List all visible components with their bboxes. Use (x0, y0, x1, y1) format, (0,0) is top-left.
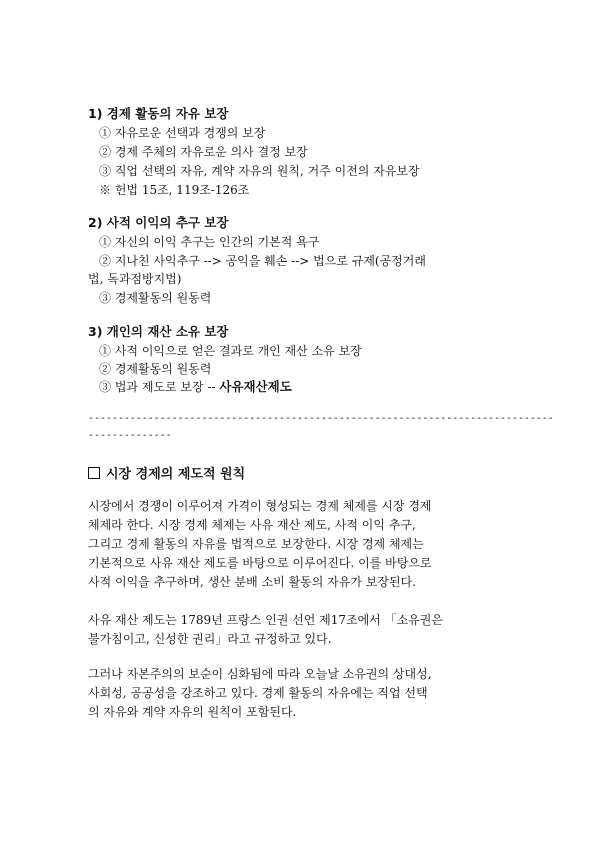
checkbox-square-icon (88, 467, 100, 479)
paragraph-3-line: 사회성, 공공성을 강조하고 있다. 경제 활동의 자유에는 직업 선택 (88, 686, 428, 700)
paragraph-1-line: 시장에서 경쟁이 이루어져 가격이 형성되는 경제 체제를 시장 경제 (88, 499, 432, 513)
section-1-item-1: ① 자유로운 선택과 경쟁의 보장 (99, 126, 266, 140)
principles-heading-text: 시장 경제의 제도적 원칙 (106, 467, 246, 482)
section-1-item-2: ② 경제 주체의 자유로운 의사 결정 보장 (99, 145, 308, 159)
section-3-item-3 (99, 377, 292, 395)
paragraph-3 (88, 665, 512, 722)
emphasis-term: 사유재산제도 (219, 379, 292, 394)
section-3-item-3-text: ③ 법과 제도로 보장 -- (99, 380, 220, 394)
section-3-item-1: ① 사적 이익으로 얻은 결과로 개인 재산 소유 보장 (99, 344, 362, 358)
section-2-title: 2) 사적 이익의 추구 보장 (88, 215, 229, 230)
section-1-title: 1) 경제 활동의 자유 보장 (88, 106, 229, 121)
paragraph-1-line: 사적 이익을 추구하며, 생산 분배 소비 활동의 자유가 보장된다. (88, 575, 416, 589)
section-1-item-3: ③ 직업 선택의 자유, 계약 자유의 원칙, 거주 이전의 자유보장 (99, 164, 420, 178)
section-3-item-2: ② 경제활동의 원동력 (99, 362, 212, 376)
paragraph-1-line: 체제라 한다. 시장 경제 체제는 사유 재산 제도, 사적 이익 추구, (88, 518, 416, 532)
section-2-item-1: ① 자신의 이익 추구는 인간의 기본적 욕구 (99, 235, 320, 249)
paragraph-1-line: 기본적으로 사유 재산 제도를 바탕으로 이루어진다. 이를 바탕으로 (88, 556, 432, 570)
section-1-note: ※ 헌법 15조, 119조-126조 (99, 183, 250, 197)
section-2-item-3: ③ 경제활동의 원동력 (99, 291, 212, 305)
section-2-item-2: ② 지나친 사익추구 --> 공익을 훼손 --> 법으로 규제(공정거래 (99, 254, 426, 268)
section-2-item-2-continued: 법, 독과점방지법) (88, 272, 182, 286)
paragraph-1 (88, 497, 512, 592)
paragraph-2-line: 사유 재산 제도는 1789년 프랑스 인권 선언 제17조에서 「소유권은 (88, 613, 443, 627)
paragraph-3-line: 의 자유와 계약 자유의 원칙이 포함된다. (88, 705, 297, 719)
paragraph-1-line: 그리고 경제 활동의 자유를 법적으로 보장한다. 시장 경제 체제는 (88, 537, 424, 551)
divider-line-1: ------------------------------------------------------------------------------ (88, 413, 554, 424)
divider-line-2: -------------- (88, 430, 172, 441)
paragraph-2-line: 불가침이고, 신성한 권리」라고 규정하고 있다. (88, 632, 332, 646)
section-3-title: 3) 개인의 재산 소유 보장 (88, 324, 229, 339)
paragraph-3-line: 그러나 자본주의의 보순이 심화됨에 따라 오늘날 소유권의 상대성, (88, 667, 432, 681)
principles-heading (88, 463, 245, 482)
paragraph-2 (88, 611, 512, 649)
